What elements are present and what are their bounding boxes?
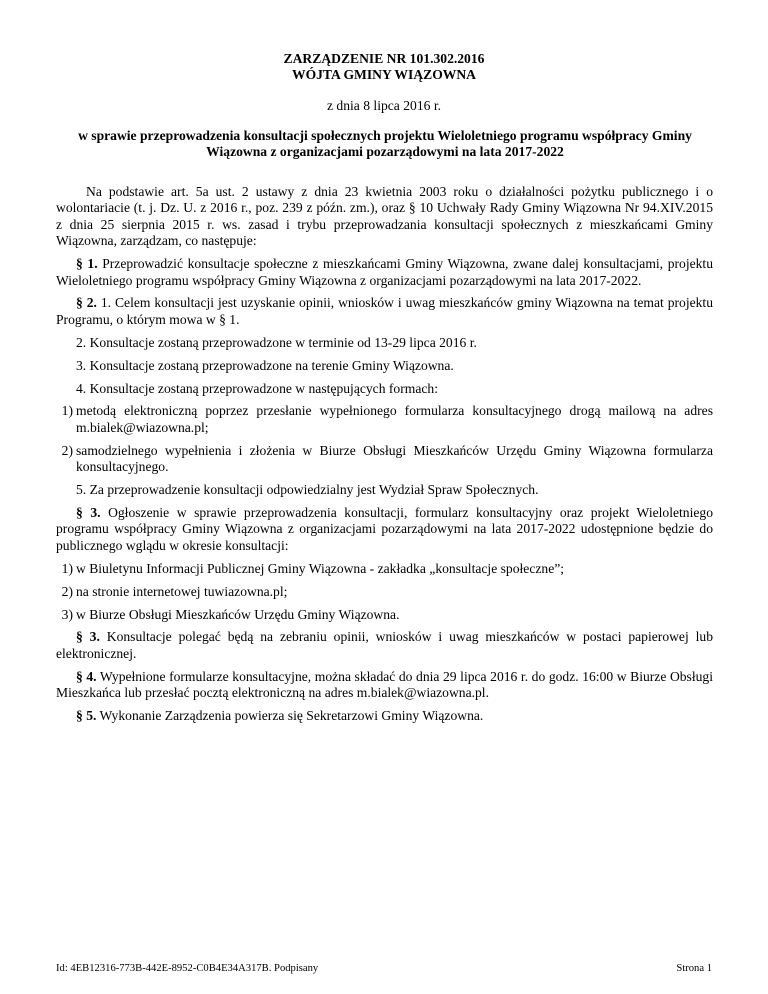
section-2-point-5: 5. Za przeprowadzenie konsultacji odpowiedzialny jest Wydział Spraw Społecznych. [76, 482, 539, 498]
list-item-text: metodą elektroniczną poprzez przesłanie wypełnionego formularza konsultacyjnego drogą mailową na adres m.bialek@wiazowna.pl; [76, 403, 713, 435]
preamble: Na podstawie art. 5a ust. 2 ustawy z dnia 23 kwietnia 2003 roku o działalności pożytku publicznego i o wolontariacie (t. j. Dz. U. z 2016 r., poz. 239 z późn. zm.), oraz § 10 Uchwały Rady Gminy Wiązowna Nr 94.XIV.2015 z dnia 25 sierpnia 2015 r. ws. zasad i trybu przeprowadzania konsultacji społecznych z mieszkańcami Gminy Wiązowna, zarządzam, co następuje: [56, 184, 713, 249]
section-5-text: Wykonanie Zarządzenia powierza się Sekretarzowi Gminy Wiązowna. [96, 708, 484, 724]
section-2-point-4: 4. Konsultacje zostaną przeprowadzone w następujących formach: [76, 380, 438, 396]
section-5 [56, 708, 713, 724]
section-1-text: Przeprowadzić konsultacje społeczne z mieszkańcami Gminy Wiązowna, zwane dalej konsultacjami, projektu Wieloletniego programu współpracy Gminy Wiązowna z organizacjami pozarządowymi na lata 2017-2022. [56, 256, 714, 288]
list-item-text: samodzielnego wypełnienia i złożenia w Biurze Obsługi Mieszkańców Urzędu Gminy Wiązowna formularza konsultacyjnego. [76, 442, 713, 475]
document-title-line2: WÓJTA GMINY WIĄZOWNA [291, 67, 477, 82]
section-3a-text: Ogłoszenie w sprawie przeprowadzenia konsultacji, formularz konsultacyjny oraz projekt Wieloletniego programu współpracy Gminy Wiązowna z organizacjami pozarządowymi na lata 2017-2022 udostępnione będzie do publicznego wglądu w okresie konsultacji: [56, 505, 713, 553]
section-3b-text: Konsultacje polegać będą na zebraniu opinii, wniosków i uwag mieszkańców w postaci papierowej lub elektronicznej. [56, 629, 713, 661]
list-item-number: 3) [61, 606, 73, 622]
section-2-list-item-1 [56, 403, 713, 436]
list-item-number: 2) [61, 442, 73, 458]
section-2-point-3: 3. Konsultacje zostaną przeprowadzone na terenie Gminy Wiązowna. [76, 357, 454, 373]
document-subject: w sprawie przeprowadzenia konsultacji społecznych projektu Wieloletniego programu współpracy Gminy Wiązowna z organizacjami pozarządowymi na lata 2017-2022 [78, 128, 692, 159]
section-2-point-2: 2. Konsultacje zostaną przeprowadzone w terminie od 13-29 lipca 2016 r. [76, 334, 477, 350]
document-title-line1: ZARZĄDZENIE NR 101.302.2016 [283, 51, 485, 66]
section-1 [56, 256, 713, 289]
footer-document-id: Id: 4EB12316-773B-442E-8952-C0B4E34A317B. Podpisany [56, 963, 319, 974]
list-item-number: 1) [61, 560, 73, 576]
section-2-point-1-text: 1. Celem konsultacji jest uzyskanie opinii, wniosków i uwag mieszkańców gminy Wiązowna na temat projektu Programu, o którym mowa w § 1. [56, 295, 713, 327]
section-2-list-item-2 [56, 443, 713, 476]
section-4-mark: § 4. [76, 668, 97, 684]
list-item-number: 2) [61, 583, 73, 599]
section-2-point-1 [56, 295, 713, 328]
section-2-mark: § 2. [76, 295, 97, 311]
section-4 [56, 669, 713, 702]
list-item-text: w Biuletynu Informacji Publicznej Gminy Wiązowna - zakładka „konsultacje społeczne”; [76, 560, 565, 576]
document-body [56, 184, 713, 731]
section-3b-mark: § 3. [76, 629, 100, 645]
section-3a-list-item-1 [56, 561, 713, 577]
document-date: z dnia 8 lipca 2016 r. [326, 98, 441, 113]
section-3a-list-item-3 [56, 607, 713, 623]
section-4-text: Wypełnione formularze konsultacyjne, można składać do dnia 29 lipca 2016 r. do godz. 16:00 w Biurze Obsługi Mieszkańca lub przesłać pocztą elektroniczną na adres m.bialek@wiazowna.pl. [56, 668, 713, 701]
section-3a-mark: § 3. [76, 505, 101, 520]
list-item-text: na stronie internetowej tuwiazowna.pl; [76, 583, 288, 599]
section-3a [56, 505, 713, 554]
section-5-mark: § 5. [76, 708, 97, 724]
section-1-mark: § 1. [76, 256, 98, 272]
section-3a-list-item-2 [56, 584, 713, 600]
list-item-text: w Biurze Obsługi Mieszkańców Urzędu Gminy Wiązowna. [76, 606, 400, 622]
footer-page-number: Strona 1 [676, 963, 712, 974]
list-item-number: 1) [61, 403, 73, 419]
section-3b [56, 629, 713, 662]
